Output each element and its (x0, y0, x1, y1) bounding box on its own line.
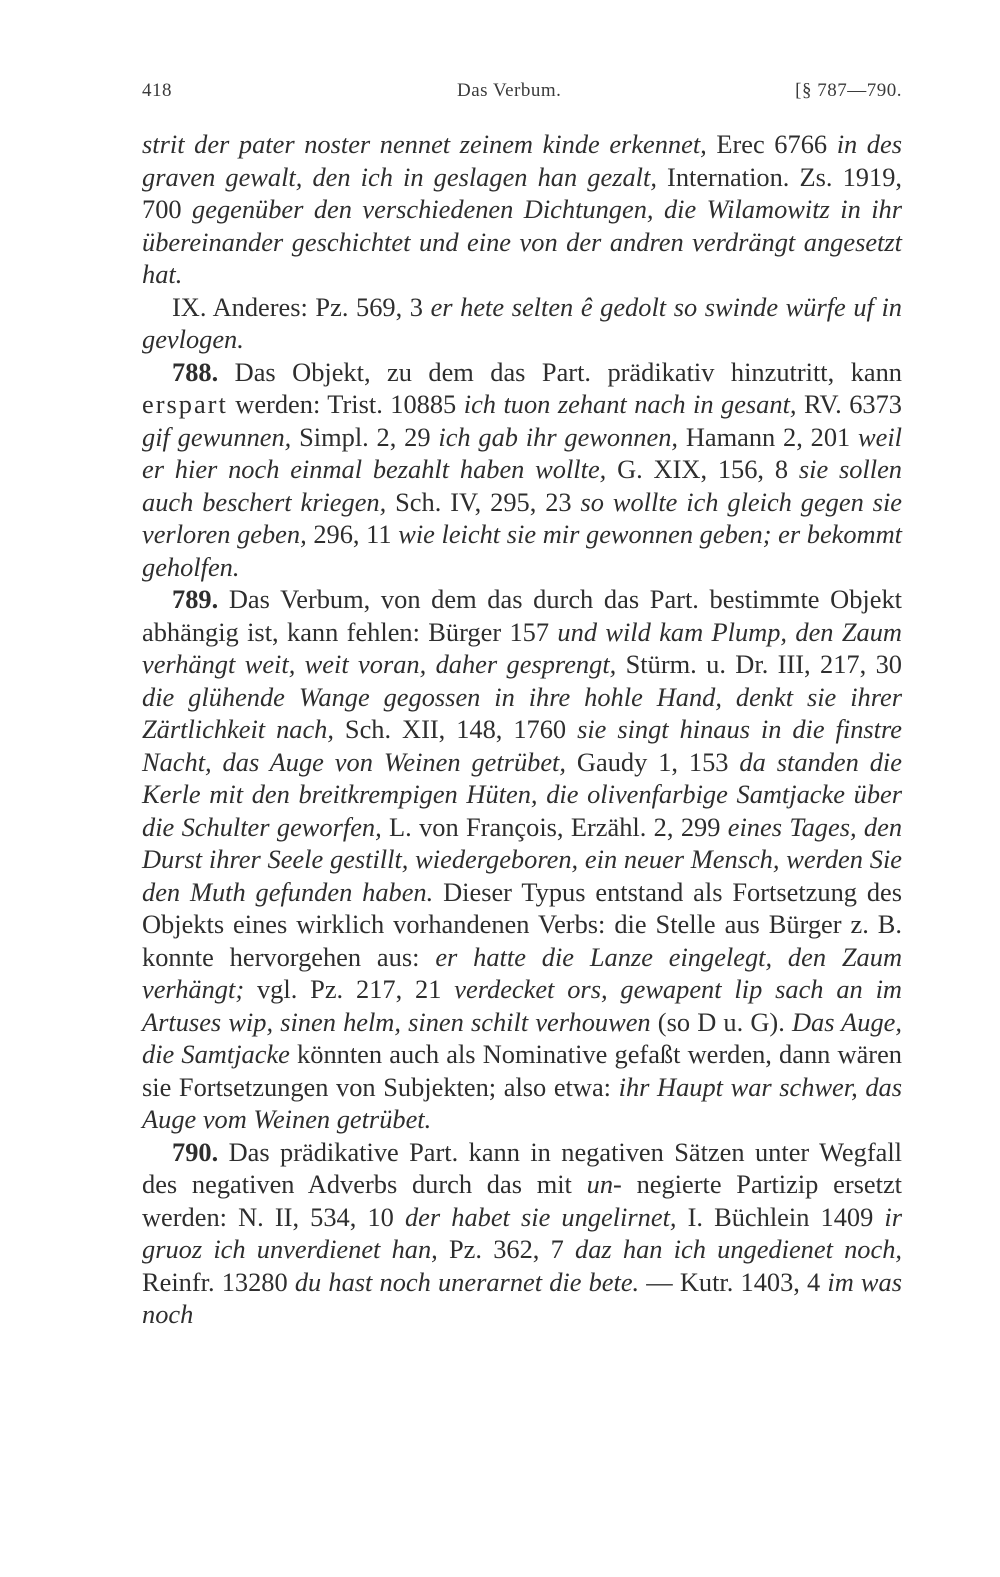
text-segment: I. Büchlein 1409 (676, 1201, 885, 1232)
text-segment: gif gewunnen, (142, 421, 292, 452)
text-segment: er hatte die Lanze eingelegt, den Zaum verhängt; (142, 941, 903, 1004)
text-segment: negierte Partizip ersetzt werden: N. II, 534, 10 (142, 1169, 902, 1232)
text-segment: Das prädikative Part. kann in negativen Sätzen unter Wegfall des negativen Adverbs durch das mit (142, 1136, 902, 1199)
text-segment: Internation. Zs. 1919, 700 (142, 161, 902, 224)
text-segment: sie sollen auch beschert kriegen, (142, 454, 903, 517)
text-segment: Pz. 362, 7 (437, 1234, 575, 1264)
text-segment: Reinfr. 13280 (142, 1266, 295, 1297)
text-segment: Stürm. u. Dr. III, 217, 30 (616, 649, 902, 679)
section-range: [§ 787—790. (795, 80, 902, 101)
text-segment: so wollte ich gleich gegen sie verloren geben, (142, 486, 902, 549)
text-segment: wie leicht sie mir gewonnen geben; er bekommt geholfen. (142, 519, 903, 582)
text-segment: weil er hier noch einmal bezahlt haben wollte, (142, 421, 903, 484)
text-segment: L. von François, Erzähl. 2, 299 (381, 811, 728, 842)
text-segment: könnten auch als Nominative gefaßt werden, dann wären sie Fortsetzungen von Subjekten; also etwa: (142, 1039, 902, 1102)
text-segment: du hast noch unerarnet die bete. (294, 1266, 640, 1297)
text-segment: — Kutr. 1403, 4 (639, 1266, 828, 1297)
text-segment: im was noch (142, 1266, 902, 1329)
text-segment: RV. 6373 (796, 389, 902, 419)
body-text (142, 128, 902, 1331)
text-segment: Sch. IV, 295, 23 (386, 486, 581, 517)
paragraph-p5 (142, 1136, 902, 1331)
text-segment: (so D u. G). (650, 1006, 792, 1037)
paragraph-p1 (142, 128, 902, 291)
paragraph-p4 (142, 583, 902, 1136)
text-segment: un- (586, 1169, 622, 1199)
section-number: 789. (172, 584, 219, 614)
text-segment: Sch. XII, 148, 1760 (333, 714, 578, 744)
text-segment: sie singt hinaus in die finstre Nacht, das Auge von Weinen getrübet, (142, 714, 903, 777)
text-segment: erspart (142, 389, 228, 419)
text-segment: G. XIX, 156, 8 (606, 454, 799, 484)
text-segment: ich gab ihr gewonnen, (438, 421, 679, 452)
text-segment: Hamann 2, 201 (678, 421, 859, 452)
text-segment: Gaudy 1, 153 (566, 746, 740, 777)
running-title: Das Verbum. (457, 80, 562, 101)
text-segment: strit der pater noster nennet zeinem kinde erkennet, (142, 129, 707, 159)
text-segment: Das Auge, die Samtjacke (142, 1006, 902, 1069)
text-segment: gegenüber den verschiedenen Dichtungen, die Wilamowitz in ihr übereinander geschichtet und eine von der andren verdrängt angesetzt hat. (142, 194, 902, 289)
text-segment: und wild kam Plump, den Zaum verhängt weit, weit voran, daher gesprengt, (142, 616, 902, 679)
text-segment: IX. Anderes: Pz. 569, 3 (172, 291, 431, 322)
text-segment: der habet sie ungelirnet, (404, 1201, 677, 1232)
section-number: 788. (172, 356, 219, 387)
running-header (142, 80, 902, 110)
text-segment: werden: Trist. 10885 (227, 389, 464, 419)
text-segment: ihr Haupt war schwer, das Auge vom Weinen getrübet. (142, 1071, 902, 1134)
text-segment: die glühende Wange gegossen in ihre hohle Hand, denkt sie ihrer Zärtlichkeit nach, (142, 681, 902, 744)
text-segment: ir gruoz ich unverdienet han, (142, 1201, 902, 1264)
text-segment: in des graven gewalt, den ich in geslagen han gezalt, (142, 129, 902, 192)
text-segment: Dieser Typus entstand als Fortsetzung des Objekts eines wirklich vorhandenen Verbs: die Stelle aus Bürger z. B. konnte hervorgehen aus: (142, 876, 902, 972)
text-segment: vgl. Pz. 217, 21 (244, 974, 455, 1004)
section-number: 790. (172, 1136, 219, 1167)
text-segment: Das Verbum, von dem das durch das Part. bestimmte Objekt abhängig ist, kann fehlen: Bürger 157 (142, 584, 902, 647)
text-segment: ich tuon zehant nach in gesant, (463, 389, 797, 419)
paragraph-p3 (142, 356, 902, 584)
text-segment: 296, 11 (306, 519, 399, 549)
text-segment: Erec 6766 (706, 129, 837, 159)
text-segment: eines Tages, den Durst ihrer Seele gestillt, wiedergeboren, ein neuer Mensch, werden Sie den Muth gefunden haben. (142, 811, 903, 907)
text-segment: Das Objekt, zu dem das Part. prädikativ hinzutritt, kann (218, 356, 902, 387)
text-segment: er hete selten ê gedolt so swinde würfe uf in gevlogen. (142, 291, 902, 354)
page-number: 418 (142, 80, 172, 101)
text-segment: da standen die Kerle mit den breitkrempigen Hüten, die olivenfarbige Samtjacke über die Schulter geworfen, (142, 746, 902, 842)
text-segment: verdecket ors, gewapent lip sach an im Artuses wip, sinen helm, sinen schilt verhouwen (142, 974, 902, 1037)
paragraph-p2 (142, 291, 902, 356)
text-segment: daz han ich ungedienet noch, (575, 1234, 903, 1264)
text-segment: Simpl. 2, 29 (291, 421, 439, 452)
